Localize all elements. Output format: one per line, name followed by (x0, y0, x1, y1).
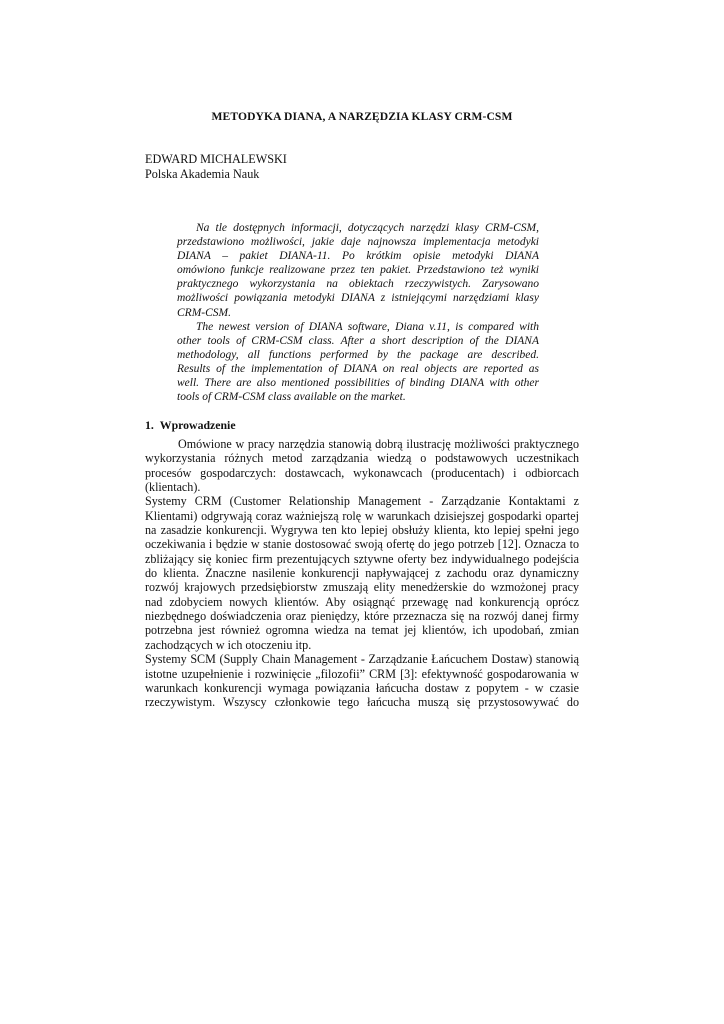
section-number: 1. (145, 418, 154, 432)
author-affiliation: Polska Akademia Nauk (145, 167, 260, 181)
body-line: rzeczywistym. Wszyscy członkowie tego łańcucha muszą się przystosowywać do (145, 695, 579, 710)
abstract-line: Na tle dostępnych informacji, dotyczących narzędzi klasy CRM-CSM, (196, 222, 539, 234)
body-line: procesów gospodarczych: dostawcach, wykonawcach (producentach) i odbiorcach (145, 465, 579, 480)
body-line: nad zdobyciem nowych klientów. Aby osiągnąć przewagę nad konkurencją oprócz (145, 594, 579, 609)
abstract (177, 221, 539, 404)
body-line: Systemy CRM (Customer Relationship Management - Zarządzanie Kontaktami z (145, 494, 579, 509)
abstract-line: CRM-CSM. (177, 306, 231, 319)
body-line: niezbędnego doświadczenia oraz pieniędzy, które przeznacza się na rozwój danej firmy (145, 609, 579, 624)
abstract-line: przedstawiono możliwości, jakie daje najnowsza implementacja metodyki (177, 236, 539, 249)
body-line: potrzebna jest również ogromna wiedza na temat jej klientów, ich upodobań, zmian (145, 623, 579, 638)
body-line: na zasadzie konkurencji. Wygrywa ten kto lepiej obsłuży klienta, kto lepiej spełni jego (145, 523, 579, 538)
abstract-line: DIANA – pakiet DIANA-11. Po krótkim opisie metodyki DIANA (177, 250, 539, 263)
paper-title: METODYKA DIANA, A NARZĘDZIA KLASY CRM-CSM (211, 110, 513, 123)
body-line: Omówione w pracy narzędzia stanowią dobrą ilustrację możliwości praktycznego (178, 437, 579, 451)
abstract-line: możliwości powiązania metodyki DIANA z istniejącymi narzędziami klasy (177, 292, 539, 305)
body-line: oczekiwania i będzie w stanie dostosować swoją ofertę do jego potrzeb [12]. Oznacza to (145, 537, 579, 552)
abstract-line: methodology, all functions performed by the package are described. (177, 348, 539, 361)
abstract-line: praktycznego wykorzystania na obiektach rzeczywistych. Zarysowano (177, 278, 539, 291)
section-heading (145, 418, 236, 433)
body-line: rozwój krajowych przedsiębiorstw zmuszają elity menedżerskie do wzmożonej pracy (145, 580, 579, 595)
abstract-line: omówiono funkcje realizowane przez ten pakiet. Przedstawiono też wyniki (177, 264, 539, 277)
author-block (145, 152, 287, 182)
body-text (145, 437, 579, 710)
body-line: Systemy SCM (Supply Chain Management - Zarządzanie Łańcuchem Dostaw) stanowią (145, 652, 579, 667)
body-line: zachodzących w ich otoczeniu itp. (145, 637, 312, 652)
body-line: istotne uzupełnienie i rozwinięcie „filozofii” CRM [3]: efektywność gospodarowania w (145, 666, 579, 681)
abstract-line: tools of CRM-CSM class available on the market. (177, 391, 406, 404)
body-line: wykorzystania różnych metod zarządzania wiedzą o podstawowych uczestnikach (145, 451, 579, 466)
body-line: zbliżający się koniec firm prezentujących sztywne oferty bez indywidualnego podejścia (145, 551, 579, 566)
abstract-line: Results of the implementation of DIANA on real objects are reported as (177, 362, 539, 375)
abstract-line: The newest version of DIANA software, Diana v.11, is compared with (196, 320, 539, 333)
body-line: warunkach konkurencji wymaga powiązania łańcucha dostaw z popytem - w czasie (145, 680, 579, 695)
body-line: Klientami) odgrywają coraz ważniejszą rolę w warunkach dzisiejszej gospodarki opartej (145, 508, 579, 523)
abstract-line: well. There are also mentioned possibilities of binding DIANA with other (177, 377, 539, 390)
body-line: (klientach). (145, 480, 201, 495)
section-title: Wprowadzenie (159, 418, 236, 432)
author-name: EDWARD MICHALEWSKI (145, 152, 287, 166)
abstract-line: other tools of CRM-CSM class. After a short description of the DIANA (177, 334, 539, 347)
body-line: do klienta. Znaczne nasilenie konkurencji napływającej z zachodu oraz dynamiczny (145, 566, 579, 581)
